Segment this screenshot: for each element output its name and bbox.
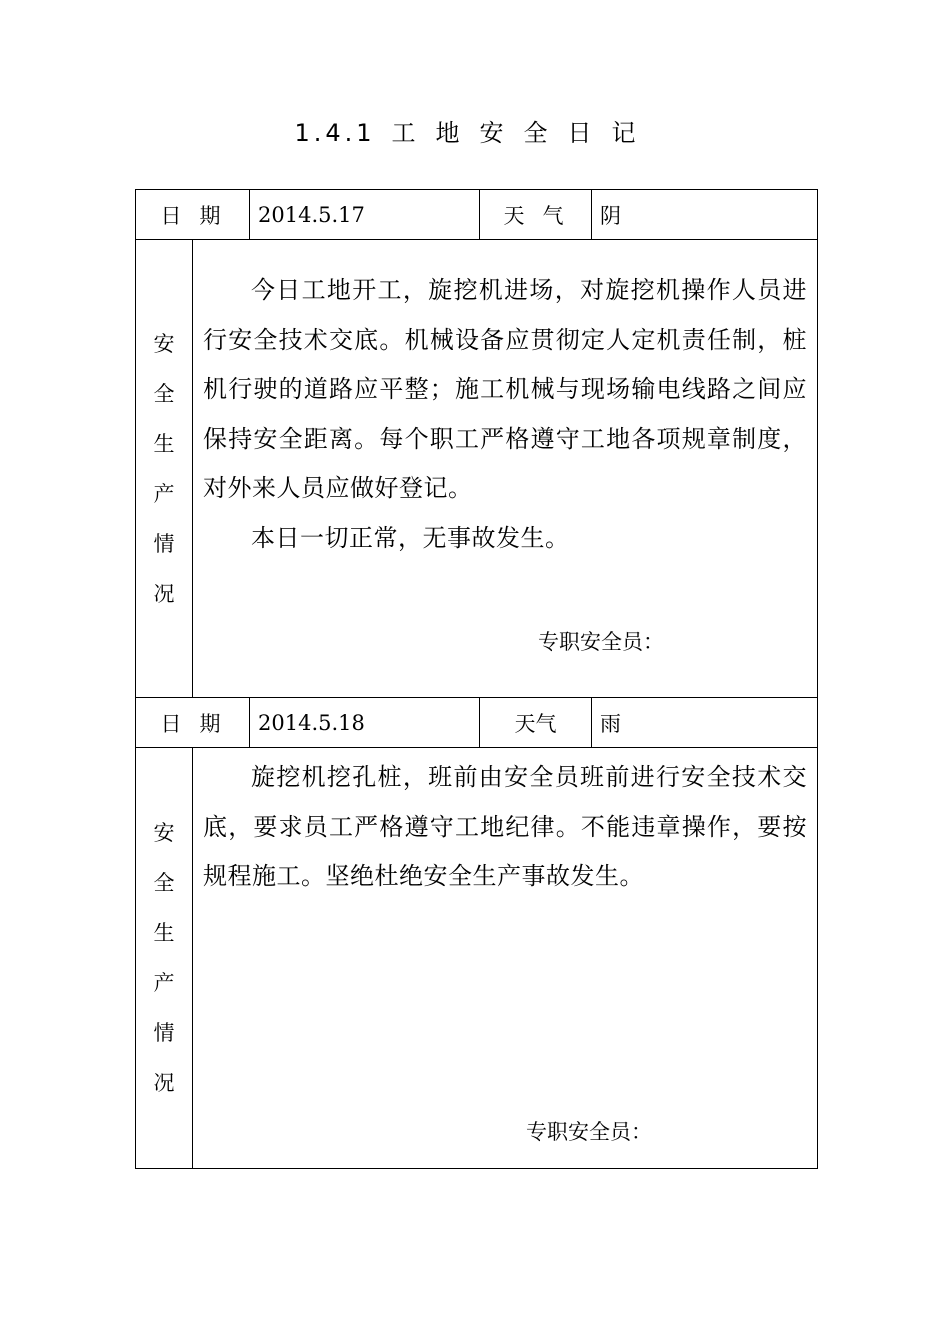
signer-label: 专职安全员：: [526, 1120, 652, 1144]
weather-value: 阴: [592, 190, 818, 240]
page-title: [0, 116, 950, 150]
side-char: 况: [153, 581, 175, 606]
side-char: 生: [153, 431, 175, 456]
side-char: 情: [153, 1021, 175, 1045]
side-label-cell: [136, 240, 193, 698]
side-char: 况: [153, 1071, 175, 1095]
weather-value: 雨: [592, 698, 818, 748]
entry-content: [193, 748, 818, 1169]
entry-header-row: [136, 190, 818, 240]
date-value: 2014.5.17: [250, 190, 480, 240]
entry-paragraph: 旋挖机挖孔桩，班前由安全员班前进行安全技术交底，要求员工严格遵守工地纪律。不能违章操作，要按规程施工。坚绝杜绝安全生产事故发生。: [203, 763, 807, 890]
entry-body-row: [136, 240, 818, 698]
title-text: 工地安全日记: [391, 119, 656, 147]
side-char: 全: [153, 871, 175, 895]
side-label-cell: [136, 748, 193, 1169]
title-number: 1.4.1: [294, 119, 376, 147]
side-char: 情: [153, 531, 175, 556]
date-value: 2014.5.18: [250, 698, 480, 748]
side-label: [151, 808, 176, 1108]
safety-log-table: [135, 189, 818, 1169]
signer-label: 专职安全员：: [538, 630, 664, 654]
side-label: [151, 319, 176, 619]
side-char: 全: [153, 381, 175, 406]
entry-content: [193, 240, 818, 698]
side-char: 产: [153, 481, 175, 506]
entry-paragraph: 今日工地开工，旋挖机进场，对旋挖机操作人员进行安全技术交底。机械设备应贯彻定人定机责任制，桩机行驶的道路应平整；施工机械与现场输电线路之间应保持安全距离。每个职工严格遵守工地各项规章制度，对外来人员应做好登记。: [203, 276, 807, 502]
side-char: 安: [153, 821, 175, 845]
entry-header-row: [136, 698, 818, 748]
weather-label: 天气: [480, 190, 592, 240]
entry-paragraph: 本日一切正常，无事故发生。: [251, 523, 570, 552]
entry-body-row: [136, 748, 818, 1169]
side-char: 生: [153, 921, 175, 945]
date-label: 日期: [136, 698, 250, 748]
side-char: 安: [153, 331, 175, 356]
weather-label: 天气: [480, 698, 592, 748]
side-char: 产: [153, 971, 175, 995]
date-label: 日期: [136, 190, 250, 240]
